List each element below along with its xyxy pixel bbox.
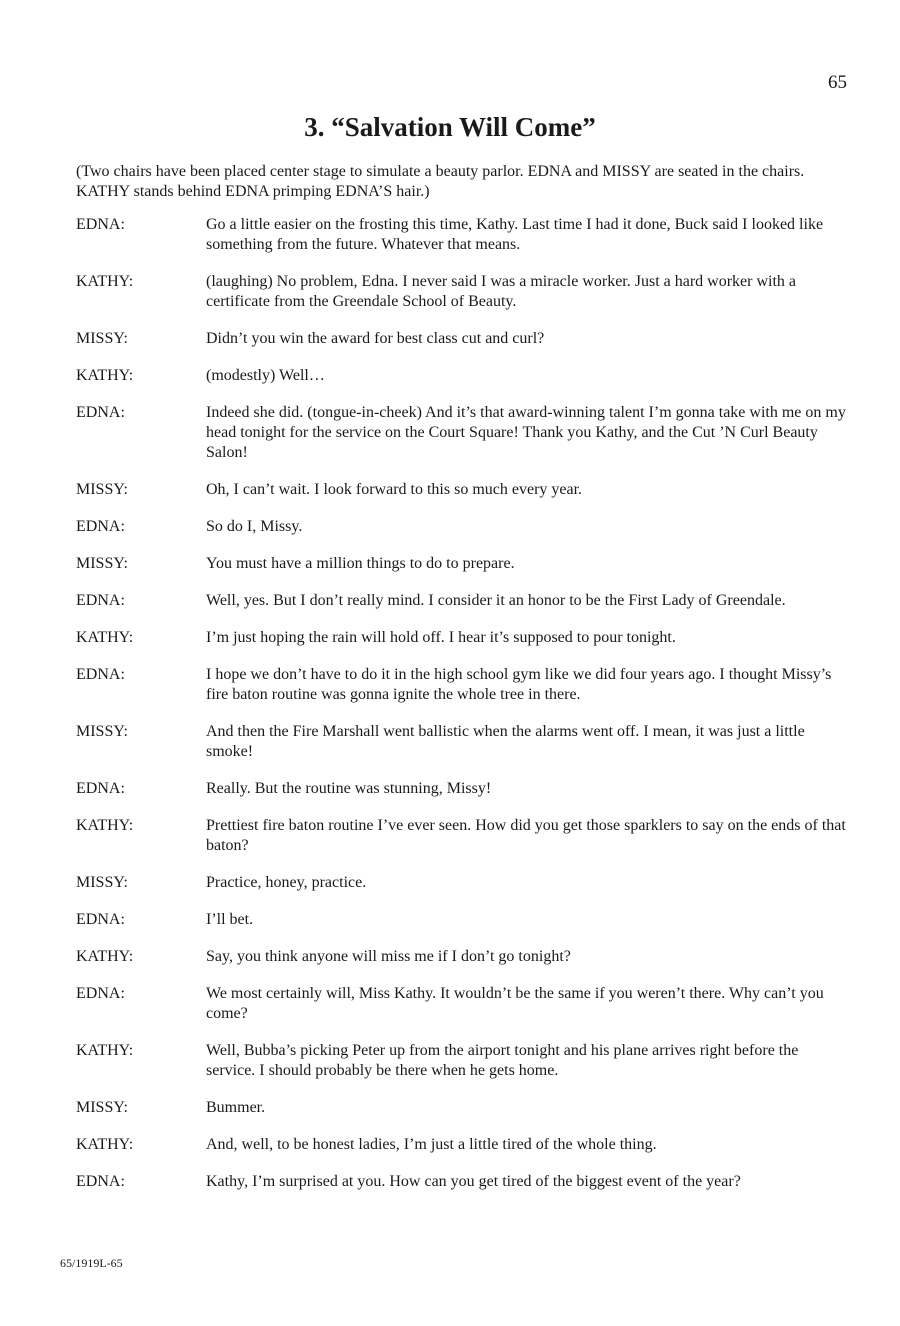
scene-title: 3. “Salvation Will Come” bbox=[304, 112, 596, 142]
speaker-name: KATHY: bbox=[76, 948, 134, 965]
dialogue-line bbox=[0, 403, 900, 463]
dialogue-line bbox=[0, 873, 900, 893]
speaker-name: EDNA: bbox=[76, 985, 125, 1002]
speech-text: Practice, honey, practice. bbox=[206, 874, 367, 891]
speech-text: I hope we don’t have to do it in the high school gym like we did four years ago. I thought Missy’s fire baton routine was gonna ignite the whole tree in there. bbox=[206, 666, 832, 703]
dialogue-line bbox=[0, 480, 900, 500]
speaker-name: MISSY: bbox=[76, 555, 128, 572]
dialogue-line bbox=[0, 554, 900, 574]
speaker-name: MISSY: bbox=[76, 330, 128, 347]
speaker-name: EDNA: bbox=[76, 404, 125, 421]
speaker-name: KATHY: bbox=[76, 629, 134, 646]
speaker-name: EDNA: bbox=[76, 911, 125, 928]
speaker-name: KATHY: bbox=[76, 817, 134, 834]
dialogue-line bbox=[0, 628, 900, 648]
dialogue-line bbox=[0, 816, 900, 856]
dialogue-line bbox=[0, 947, 900, 967]
dialogue-list bbox=[0, 215, 900, 1209]
dialogue-line bbox=[0, 665, 900, 705]
speech-text: (modestly) Well… bbox=[206, 367, 325, 384]
speech-text: So do I, Missy. bbox=[206, 518, 303, 535]
dialogue-line bbox=[0, 517, 900, 537]
speech-text: Go a little easier on the frosting this time, Kathy. Last time I had it done, Buck said I looked like something from the future. Whatever that means. bbox=[206, 216, 824, 253]
dialogue-line bbox=[0, 910, 900, 930]
dialogue-line bbox=[0, 722, 900, 762]
dialogue-line bbox=[0, 591, 900, 611]
speech-text: You must have a million things to do to prepare. bbox=[206, 555, 515, 572]
speaker-name: EDNA: bbox=[76, 518, 125, 535]
dialogue-line bbox=[0, 1041, 900, 1081]
speaker-name: EDNA: bbox=[76, 666, 125, 683]
speech-text: Say, you think anyone will miss me if I don’t go tonight? bbox=[206, 948, 571, 965]
speech-text: Kathy, I’m surprised at you. How can you get tired of the biggest event of the year? bbox=[206, 1173, 741, 1190]
speaker-name: EDNA: bbox=[76, 216, 125, 233]
speech-text: Indeed she did. (tongue-in-cheek) And it’s that award-winning talent I’m gonna take with me on my head tonight for the service on the Court Square! Thank you Kathy, and the Cut ’N Curl Beauty Salon! bbox=[206, 404, 846, 461]
speaker-name: KATHY: bbox=[76, 1136, 134, 1153]
speech-text: (laughing) No problem, Edna. I never said I was a miracle worker. Just a hard worker with a certificate from the Greendale School of Beauty. bbox=[206, 273, 797, 310]
speech-text: I’ll bet. bbox=[206, 911, 254, 928]
dialogue-line bbox=[0, 366, 900, 386]
dialogue-line bbox=[0, 215, 900, 255]
speaker-name: KATHY: bbox=[76, 273, 134, 290]
dialogue-line bbox=[0, 1098, 900, 1118]
speaker-name: MISSY: bbox=[76, 481, 128, 498]
speech-text: Bummer. bbox=[206, 1099, 266, 1116]
speaker-name: EDNA: bbox=[76, 780, 125, 797]
speech-text: Really. But the routine was stunning, Missy! bbox=[206, 780, 492, 797]
speech-text: Didn’t you win the award for best class cut and curl? bbox=[206, 330, 545, 347]
speech-text: Well, yes. But I don’t really mind. I consider it an honor to be the First Lady of Greendale. bbox=[206, 592, 786, 609]
dialogue-line bbox=[0, 329, 900, 349]
stage-direction: (Two chairs have been placed center stage to simulate a beauty parlor. EDNA and MISSY are seated in the chairs. KATHY stands behind EDNA primping EDNA’S hair.) bbox=[76, 163, 805, 200]
speaker-name: EDNA: bbox=[76, 1173, 125, 1190]
speaker-name: MISSY: bbox=[76, 1099, 128, 1116]
footer-code: 65/1919L-65 bbox=[60, 1256, 123, 1270]
speaker-name: KATHY: bbox=[76, 1042, 134, 1059]
dialogue-line bbox=[0, 984, 900, 1024]
speech-text: Oh, I can’t wait. I look forward to this so much every year. bbox=[206, 481, 583, 498]
dialogue-line bbox=[0, 272, 900, 312]
dialogue-line bbox=[0, 779, 900, 799]
speech-text: I’m just hoping the rain will hold off. I hear it’s supposed to pour tonight. bbox=[206, 629, 676, 646]
speaker-name: MISSY: bbox=[76, 723, 128, 740]
dialogue-line bbox=[0, 1135, 900, 1155]
speaker-name: MISSY: bbox=[76, 874, 128, 891]
speaker-name: EDNA: bbox=[76, 592, 125, 609]
speaker-name: KATHY: bbox=[76, 367, 134, 384]
page-number: 65 bbox=[828, 72, 847, 93]
speech-text: And then the Fire Marshall went ballistic when the alarms went off. I mean, it was just a little smoke! bbox=[206, 723, 805, 760]
speech-text: We most certainly will, Miss Kathy. It wouldn’t be the same if you weren’t there. Why can’t you come? bbox=[206, 985, 824, 1022]
dialogue-line bbox=[0, 1172, 900, 1192]
speech-text: Well, Bubba’s picking Peter up from the airport tonight and his plane arrives right before the service. I should probably be there when he gets home. bbox=[206, 1042, 799, 1079]
speech-text: Prettiest fire baton routine I’ve ever seen. How did you get those sparklers to say on the ends of that baton? bbox=[206, 817, 846, 854]
speech-text: And, well, to be honest ladies, I’m just a little tired of the whole thing. bbox=[206, 1136, 657, 1153]
